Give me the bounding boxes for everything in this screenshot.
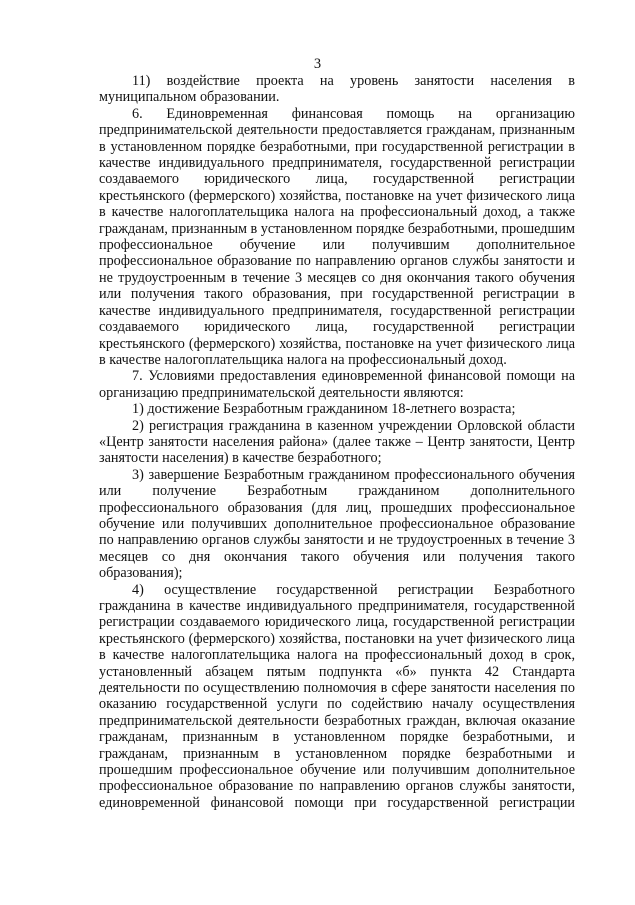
paragraph: 4) осуществление государственной регистрации Безработного гражданина в качестве индивидуального предпринимателя, государственной регистрации создаваемого юридического лица, государственной регистрации крестьянского (фермерского) хозяйства, постановки на учет физического лица в качестве налогоплательщика налога на профессиональный доход в срок, установленный абзацем пятым подпункта «б» пункта 42 Стандарта деятельности по осуществлению полномочия в сфере занятости населения по оказанию государственной услуги по содействию началу осуществления предпринимательской деятельности безработных граждан, включая оказание гражданам, признанным в установленном порядке безработными, и гражданам, признанным в установленном порядке безработными и прошедшим профессиональное обучение или получившим дополнительное профессиональное образование по направлению органов службы занятости, единовременной финансовой помощи при государственной регистрации [99, 581, 575, 811]
paragraph: 3) завершение Безработным гражданином профессионального обучения или получение Безработным гражданином дополнительного профессионального образования (для лиц, прошедших профессиональное обучение или получивших дополнительное профессиональное образование по направлению органов службы занятости и не трудоустроенных в течение 3 месяцев со дня окончания такого обучения или получения такого образования); [99, 466, 575, 582]
document-body [99, 73, 575, 811]
page-number: 3 [313, 56, 322, 72]
paragraph: 2) регистрация гражданина в казенном учреждении Орловской области «Центр занятости населения района» (далее также – Центр занятости, Центр занятости населения) в качестве безработного; [99, 417, 575, 467]
paragraph: 6. Единовременная финансовая помощь на организацию предпринимательской деятельности предоставляется гражданам, признанным в установленном порядке безработными, при государственной регистрации в качестве индивидуального предпринимателя, государственной регистрации создаваемого юридического лица, государственной регистрации крестьянского (фермерского) хозяйства, постановке на учет физического лица в качестве налогоплательщика налога на профессиональный доход, а также гражданам, признанным в установленном порядке безработными, прошедшим профессиональное обучение или получившим дополнительное профессиональное образование по направлению органов службы занятости и не трудоустроенным в течение 3 месяцев со дня окончания такого обучения или получения такого образования, при государственной регистрации в качестве индивидуального предпринимателя, государственной регистрации создаваемого юридического лица, государственной регистрации крестьянского (фермерского) хозяйства, постановке на учет физического лица в качестве налогоплательщика налога на профессиональный доход. [99, 105, 575, 368]
paragraph: 11) воздействие проекта на уровень занятости населения в муниципальном образовании. [99, 73, 575, 106]
paragraph: 1) достижение Безработным гражданином 18-летнего возраста; [132, 401, 516, 418]
paragraph: 7. Условиями предоставления единовременной финансовой помощи на организацию предпринимательской деятельности являются: [99, 368, 575, 401]
